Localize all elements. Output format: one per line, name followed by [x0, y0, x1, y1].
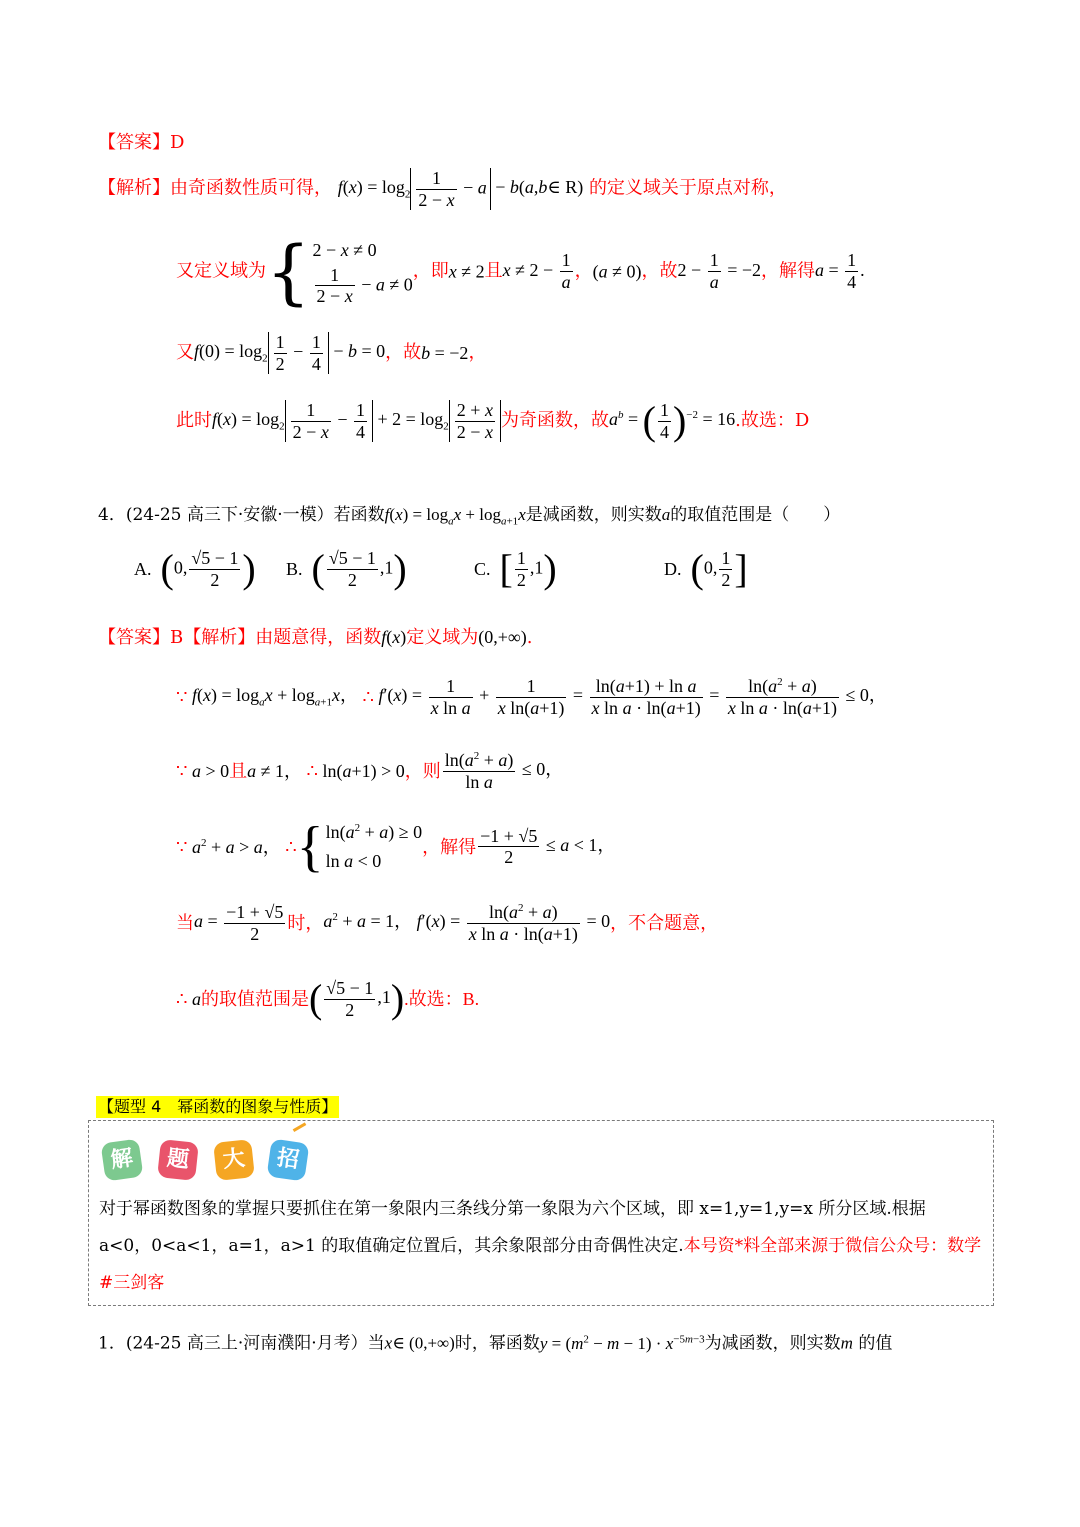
q4-text-at: 时，: [287, 913, 324, 934]
system-brace: {: [266, 230, 311, 313]
q1-stem-c: 为减函数，则实数: [704, 1333, 841, 1354]
q4-analysis-line-3: ∵ a > 0且a ≠ 1， ∴ ln(a+1) > 0，则 $\frac{\ln(a^2 + a)}{\text{ln a}}$ ≤ 0，: [176, 750, 564, 792]
option-b[interactable]: B. ( $\frac{√5 - 1}{2}$ ,1): [286, 546, 407, 592]
domain-system: 2 − x ≠ 0 $\frac{1}{2 - x}$ − a ≠ 0: [312, 240, 413, 307]
q4-stem-a: 4．(24-25 高三下·安徽·一模）若函数: [98, 505, 385, 525]
text-odd-function: 为奇函数，故: [500, 410, 609, 432]
badge-zhao-icon: 招: [267, 1139, 310, 1182]
q4-text-range: 的取值范围是: [200, 989, 309, 1010]
q4-analysis-line-5: 当a = $\frac{-1 + √5}{2}$ 时，$a^2 + a = 1$， f′(x) = $\frac{\ln(a^2 + a)}{\text{x ln a · ln(a+1)}}$ = 0，不合题意，: [176, 902, 719, 944]
badge-jie-icon: 解: [101, 1139, 144, 1182]
q4-text-and: 且: [229, 761, 248, 782]
option-c-label: C.: [474, 559, 491, 580]
text-and: 且: [484, 260, 503, 282]
analysis-line-1: [98, 168, 787, 220]
q4-text-when: 当: [176, 913, 194, 934]
q4-stem-c: 的取值范围是（ ）: [670, 505, 841, 525]
answer-value: D: [170, 132, 185, 153]
tip-text-source: 本号资*料全部来源于微信公众号：数学#三剑客: [99, 1236, 982, 1293]
option-b-label: B.: [286, 559, 303, 580]
text-now: 此时: [176, 410, 212, 432]
q4-analysis-line-6: ∴ a的取值范围是( $\frac{√5 - 1}{2}$ ,1).故选：B.: [176, 976, 480, 1022]
analysis-line-2: 又定义域为{ 2 − x ≠ 0 $\frac{1}{2 - x}$ − a ≠ 0 ，即x ≠ 2且x ≠ 2 − $\frac{1}{a}$ ，(a ≠ 0)，故2 − $\frac{1}{a}$ = −2，解得a = $\frac{1}{4}$ .: [176, 230, 865, 313]
formula-f-def: $f(x) = \log_2$ $\frac{1}{2 - x}$ − a − b(a,b∈ R): [337, 168, 584, 210]
q4-answer-value: B: [170, 627, 184, 648]
q4-analysis-line-2: ∵ $f(x) = \log_ax + \log_{a+1}x$， ∴ f′(x) = $\frac{1}{\text{x ln a}}$ + $\frac{1}{\text{x ln(a+1)}}$ = $\frac{\text{ln(a+1) + ln a}}{\text{x ln a · ln(a+1)}}$ = $\frac{\ln(a^2 + a)}{\text{x ln a · ln(a+1)}}$ ≤ 0，: [176, 676, 887, 718]
option-a[interactable]: A. (0, $\frac{√5 - 1}{2}$ ): [134, 546, 256, 592]
analysis-label: 【解析】: [98, 177, 170, 199]
option-d[interactable]: D. (0, $\frac{1}{2}$ ]: [664, 546, 748, 592]
text-so: ，故: [641, 260, 678, 282]
q4-text-choose-b: .故选：B.: [404, 989, 480, 1010]
text-solve: ，解得: [761, 260, 816, 282]
option-d-label: D.: [664, 559, 682, 580]
q4-analysis-b: 定义域为: [406, 627, 479, 648]
tip-text: [99, 1191, 983, 1302]
text-so-b: ，故: [385, 342, 422, 364]
q1-stem: 1．(24-25 高三上·河南濮阳·月考）当x∈ (0,+∞)时，幂函数$y = (m^2 - m - 1) \cdot x^{-5m-3}$为减函数，则实数m 的值: [98, 1333, 893, 1354]
q4-text-solve: ，解得: [422, 836, 477, 857]
analysis-line-3: 又$f(0) = \log_2$ $\frac{1}{2}$ − $\frac{1}{4}$ − b = 0，故b = −2，: [176, 332, 487, 374]
analysis-tail: 的定义域关于原点对称，: [588, 177, 787, 199]
analysis-intro: 由奇函数性质可得，: [170, 177, 332, 199]
text-that-is: ，即: [412, 260, 449, 282]
text-domain-is: 又定义域为: [176, 260, 266, 282]
tip-box: [88, 1120, 994, 1306]
q4-analysis-a: 由题意得，函数: [255, 627, 382, 648]
answer-label: 【答案】: [98, 132, 170, 153]
q1-stem-b: 时，幂函数: [454, 1333, 540, 1354]
q4-analysis-label: 【解析】: [183, 627, 256, 648]
badge-ti-icon: 题: [157, 1139, 199, 1181]
q4-stem: 4．(24-25 高三下·安徽·一模）若函数$f(x) = \log_ax + \log_{a+1}x$是减函数，则实数a的取值范围是（ ）: [98, 505, 841, 528]
q4-analysis-line-1: 【答案】B【解析】由题意得，函数f(x)定义域为(0,+∞).: [98, 627, 533, 648]
option-a-label: A.: [134, 559, 152, 580]
sparkle-icon: [293, 1122, 312, 1140]
text-comma: ，: [574, 260, 593, 282]
text-choose-d: .故选：D: [735, 410, 810, 432]
q4-stem-b: 是减函数，则实数: [525, 505, 662, 525]
q1-stem-a: 1．(24-25 高三上·河南濮阳·月考）当: [98, 1333, 385, 1354]
tip-text-main: 对于幂函数图象的掌握只要抓住在第一象限内三条线分第一象限为六个区域，即 x=1,y=1,y=x 所分区域.根据 a<0，0<a<1，a=1，a>1 的取值确定位置后，其余象限部分由奇偶性决定.: [99, 1199, 926, 1256]
badge-da-icon: 大: [213, 1139, 255, 1181]
section-title: 【题型 4 幂函数的图象与性质】: [98, 1097, 338, 1116]
text-also: 又: [176, 342, 194, 364]
answer-line-1: [98, 134, 184, 152]
q4-text-then: ，则: [404, 761, 441, 782]
q4-text-reject: ，不合题意，: [610, 913, 719, 934]
analysis-line-4: 此时$f(x) = \log_2$ $\frac{1}{2 - x}$ − $\frac{1}{4}$ + $2 = \log_2$ $\frac{2 + x}{2 - x}$ 为奇函数，故$a^b$ = ( $\frac{1}{4}$ )$^{-2}$ = 16.故选：D: [176, 398, 810, 444]
q1-stem-d: 的值: [858, 1333, 893, 1354]
q4-answer-label: 【答案】: [98, 627, 170, 648]
option-c[interactable]: C. [ $\frac{1}{2}$ ,1): [474, 546, 557, 592]
q4-analysis-line-4: ∵ $a^2 + a > a$， ∴{ $\ln(a^2 + a) \ge 0$ ln a < 0 ，解得 $\frac{-1 + √5}{2}$ ≤ a < 1，: [176, 815, 616, 878]
